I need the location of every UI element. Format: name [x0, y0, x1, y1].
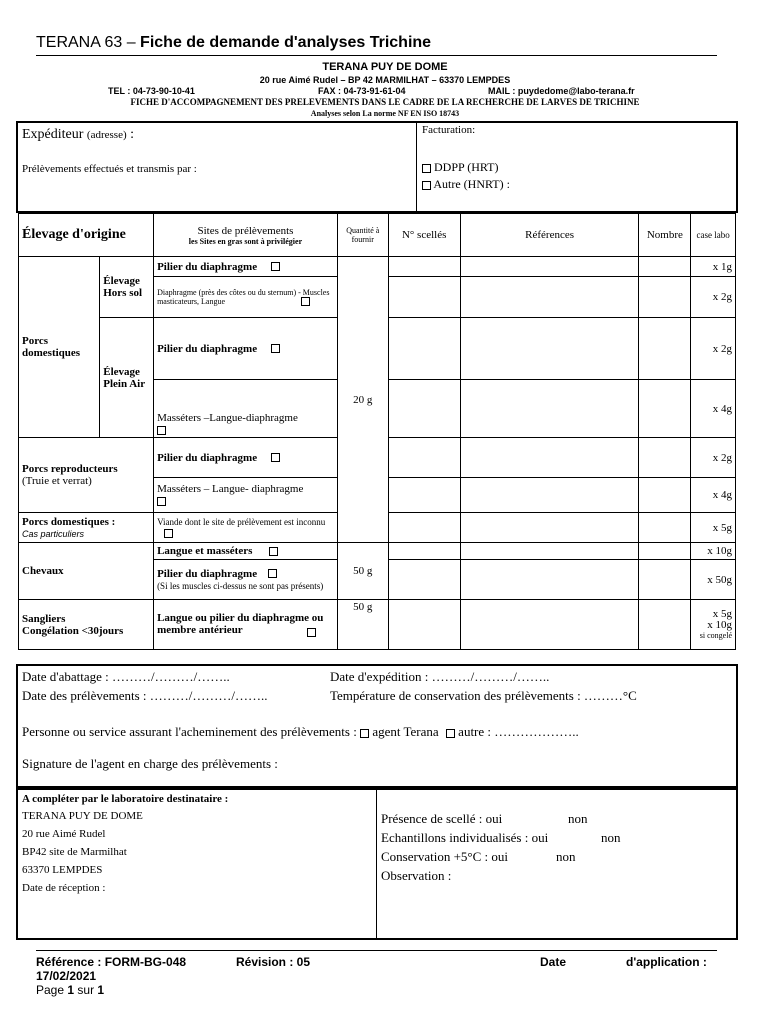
autre-checkbox[interactable] — [446, 729, 455, 738]
site-cell: Masséters – Langue- diaphragme — [154, 478, 338, 513]
table-row — [19, 257, 736, 277]
nombre-cell[interactable] — [639, 318, 691, 380]
site-checkbox[interactable] — [268, 569, 277, 578]
mail: MAIL : puydedome@labo-terana.fr — [488, 86, 635, 96]
title-underline — [36, 55, 717, 56]
case-cell: x 4g — [691, 478, 736, 513]
ddpp-option[interactable]: DDPP (HRT) — [422, 160, 499, 175]
references-cell[interactable] — [460, 380, 639, 438]
case-cell: x 1g — [691, 257, 736, 277]
footer-reference: Référence : FORM-BG-048 — [36, 955, 187, 969]
scelles-cell[interactable] — [388, 380, 460, 438]
lab-bp: BP42 site de Marmilhat — [22, 846, 127, 858]
acheminement: Personne ou service assurant l'acheminement des prélèvements : agent Terana autre : ……………….. — [22, 724, 579, 739]
sender-box — [16, 121, 738, 213]
document-title: TERANA 63 – Fiche de demande d'analyses Trichine — [36, 34, 432, 51]
date-abattage[interactable]: Date d'abattage : ………/………/…….. — [22, 669, 230, 684]
org-name: TERANA PUY DE DOME — [322, 61, 448, 73]
agent-checkbox[interactable] — [360, 729, 369, 738]
site-checkbox[interactable] — [271, 262, 280, 271]
page-number: Page 1 sur 1 — [36, 983, 105, 997]
scelles-cell[interactable] — [388, 600, 460, 650]
site-checkbox[interactable] — [164, 529, 173, 538]
site-checkbox[interactable] — [301, 297, 310, 306]
site-cell: Langue ou pilier du diaphragme ou membre antérieur — [154, 600, 338, 650]
scelles-cell[interactable] — [388, 318, 460, 380]
cas-particuliers-cell: Porcs domestiques : Cas particuliers — [19, 513, 154, 543]
nombre-cell[interactable] — [639, 478, 691, 513]
footer-line — [36, 950, 717, 951]
quantite-50-cell: 50 g — [337, 543, 388, 600]
presence-non[interactable]: non — [568, 811, 588, 826]
plein-air-cell: Élevage Plein Air — [100, 318, 154, 438]
references-cell[interactable] — [460, 560, 639, 600]
site-checkbox[interactable] — [271, 453, 280, 462]
site-cell: Pilier du diaphragme — [154, 257, 338, 277]
scelles-cell[interactable] — [388, 560, 460, 600]
scelles-cell[interactable] — [388, 513, 460, 543]
case-cell: x 5g x 10g si congelé — [691, 600, 736, 650]
references-cell[interactable] — [460, 513, 639, 543]
site-cell: Langue et masséters — [154, 543, 338, 560]
lab-city: 63370 LEMPDES — [22, 864, 103, 876]
references-cell[interactable] — [460, 438, 639, 478]
site-cell: Pilier du diaphragme (Si les muscles ci-dessus ne sont pas présents) — [154, 560, 338, 600]
nombre-cell[interactable] — [639, 560, 691, 600]
date-reception[interactable]: Date de réception : — [22, 882, 106, 894]
lab-name: TERANA PUY DE DOME — [22, 810, 143, 822]
table-row — [19, 600, 736, 650]
references-cell[interactable] — [460, 277, 639, 318]
site-cell: Diaphragme (près des côtes ou du sternum) - Muscles masticateurs, Langue — [154, 277, 338, 318]
footer-application: d'application : — [626, 955, 707, 969]
echantillons[interactable]: Echantillons individualisés : oui — [381, 830, 549, 845]
norm: Analyses selon La norme NF EN ISO 18743 — [310, 109, 460, 118]
date-prelevements[interactable]: Date des prélèvements : ………/………/…….. — [22, 688, 268, 703]
case-cell: x 50g — [691, 560, 736, 600]
header-scelles: N° scellés — [388, 214, 460, 257]
site-checkbox[interactable] — [269, 547, 278, 556]
references-cell[interactable] — [460, 318, 639, 380]
signature: Signature de l'agent en charge des prélèvements : — [22, 756, 278, 771]
header-case-labo: case labo — [691, 214, 736, 257]
presence-scelle[interactable]: Présence de scellé : oui — [381, 811, 503, 826]
site-checkbox[interactable] — [307, 628, 316, 637]
footer-date-value: 17/02/2021 — [36, 969, 97, 983]
site-cell: Pilier du diaphragme — [154, 318, 338, 380]
scelles-cell[interactable] — [388, 438, 460, 478]
case-cell: x 2g — [691, 318, 736, 380]
sangliers-cell: Sangliers Congélation <30jours — [19, 600, 154, 650]
dates-box — [16, 664, 738, 788]
scelles-cell[interactable] — [388, 277, 460, 318]
header-quantite: Quantité à fournir — [337, 214, 388, 257]
case-cell: x 2g — [691, 277, 736, 318]
org-address: 20 rue Aimé Rudel – BP 42 MARMILHAT – 63370 LEMPDES — [259, 75, 511, 85]
header-sites: Sites de prélèvements les Sites en gras sont à privilégier — [154, 214, 338, 257]
header-elevage: Élevage d'origine — [19, 214, 154, 257]
prelevements-label: Prélèvements effectués et transmis par : — [22, 163, 197, 175]
nombre-cell[interactable] — [639, 277, 691, 318]
site-checkbox[interactable] — [157, 426, 166, 435]
case-cell: x 10g — [691, 543, 736, 560]
site-cell: Masséters –Langue-diaphragme — [154, 380, 338, 438]
date-expedition[interactable]: Date d'expédition : ………/………/…….. — [330, 669, 550, 684]
tel: TEL : 04-73-90-10-41 — [108, 86, 195, 96]
nombre-cell[interactable] — [639, 543, 691, 560]
samples-table — [18, 213, 736, 650]
temperature[interactable]: Température de conservation des prélèvements : ………°C — [330, 688, 637, 703]
footer-revision: Révision : 05 — [236, 955, 311, 969]
case-cell: x 4g — [691, 380, 736, 438]
site-checkbox[interactable] — [271, 344, 280, 353]
lab-street: 20 rue Aimé Rudel — [22, 828, 106, 840]
lab-heading: A compléter par le laboratoire destinataire : — [22, 793, 229, 805]
porcs-domestiques-cell: Porcs domestiques — [19, 257, 100, 438]
fax: FAX : 04-73-91-61-04 — [318, 86, 406, 96]
quantite-20-cell: 20 g — [337, 257, 388, 543]
conservation-non[interactable]: non — [556, 849, 576, 864]
case-cell: x 2g — [691, 438, 736, 478]
chevaux-cell: Chevaux — [19, 543, 154, 600]
autre-option[interactable]: Autre (HNRT) : — [422, 177, 510, 192]
references-cell[interactable] — [460, 543, 639, 560]
facturation-label: Facturation: — [422, 124, 476, 136]
sender-divider — [416, 123, 417, 213]
scelles-cell[interactable] — [388, 543, 460, 560]
references-cell[interactable] — [460, 257, 639, 277]
autre-checkbox[interactable] — [422, 181, 431, 190]
lab-box — [16, 788, 738, 940]
header-nombre: Nombre — [639, 214, 691, 257]
lab-divider — [376, 790, 377, 940]
nombre-cell[interactable] — [639, 600, 691, 650]
expediteur-label: Expéditeur (adresse) : — [22, 127, 135, 142]
site-cell: Viande dont le site de prélèvement est inconnu — [154, 513, 338, 543]
nombre-cell[interactable] — [639, 513, 691, 543]
conservation[interactable]: Conservation +5°C : oui — [381, 849, 508, 864]
footer-date: Date — [540, 955, 567, 969]
nombre-cell[interactable] — [639, 380, 691, 438]
table-header-row — [19, 214, 736, 257]
references-cell[interactable] — [460, 600, 639, 650]
hors-sol-cell: Élevage Hors sol — [100, 257, 154, 318]
echantillons-non[interactable]: non — [601, 830, 621, 845]
ddpp-checkbox[interactable] — [422, 164, 431, 173]
quantite-50-cell: 50 g — [337, 600, 388, 650]
scelles-cell[interactable] — [388, 257, 460, 277]
nombre-cell[interactable] — [639, 257, 691, 277]
nombre-cell[interactable] — [639, 438, 691, 478]
observation[interactable]: Observation : — [381, 868, 452, 883]
references-cell[interactable] — [460, 478, 639, 513]
porcs-repro-cell: Porcs reproducteurs (Truie et verrat) — [19, 438, 154, 513]
header-references: Références — [460, 214, 639, 257]
case-cell: x 5g — [691, 513, 736, 543]
table-row — [19, 543, 736, 560]
site-checkbox[interactable] — [157, 497, 166, 506]
site-cell: Pilier du diaphragme — [154, 438, 338, 478]
subtitle: FICHE D'ACCOMPAGNEMENT DES PRELEVEMENTS DANS LE CADRE DE LA RECHERCHE DE LARVES DE TRICHINE — [130, 97, 640, 107]
scelles-cell[interactable] — [388, 478, 460, 513]
